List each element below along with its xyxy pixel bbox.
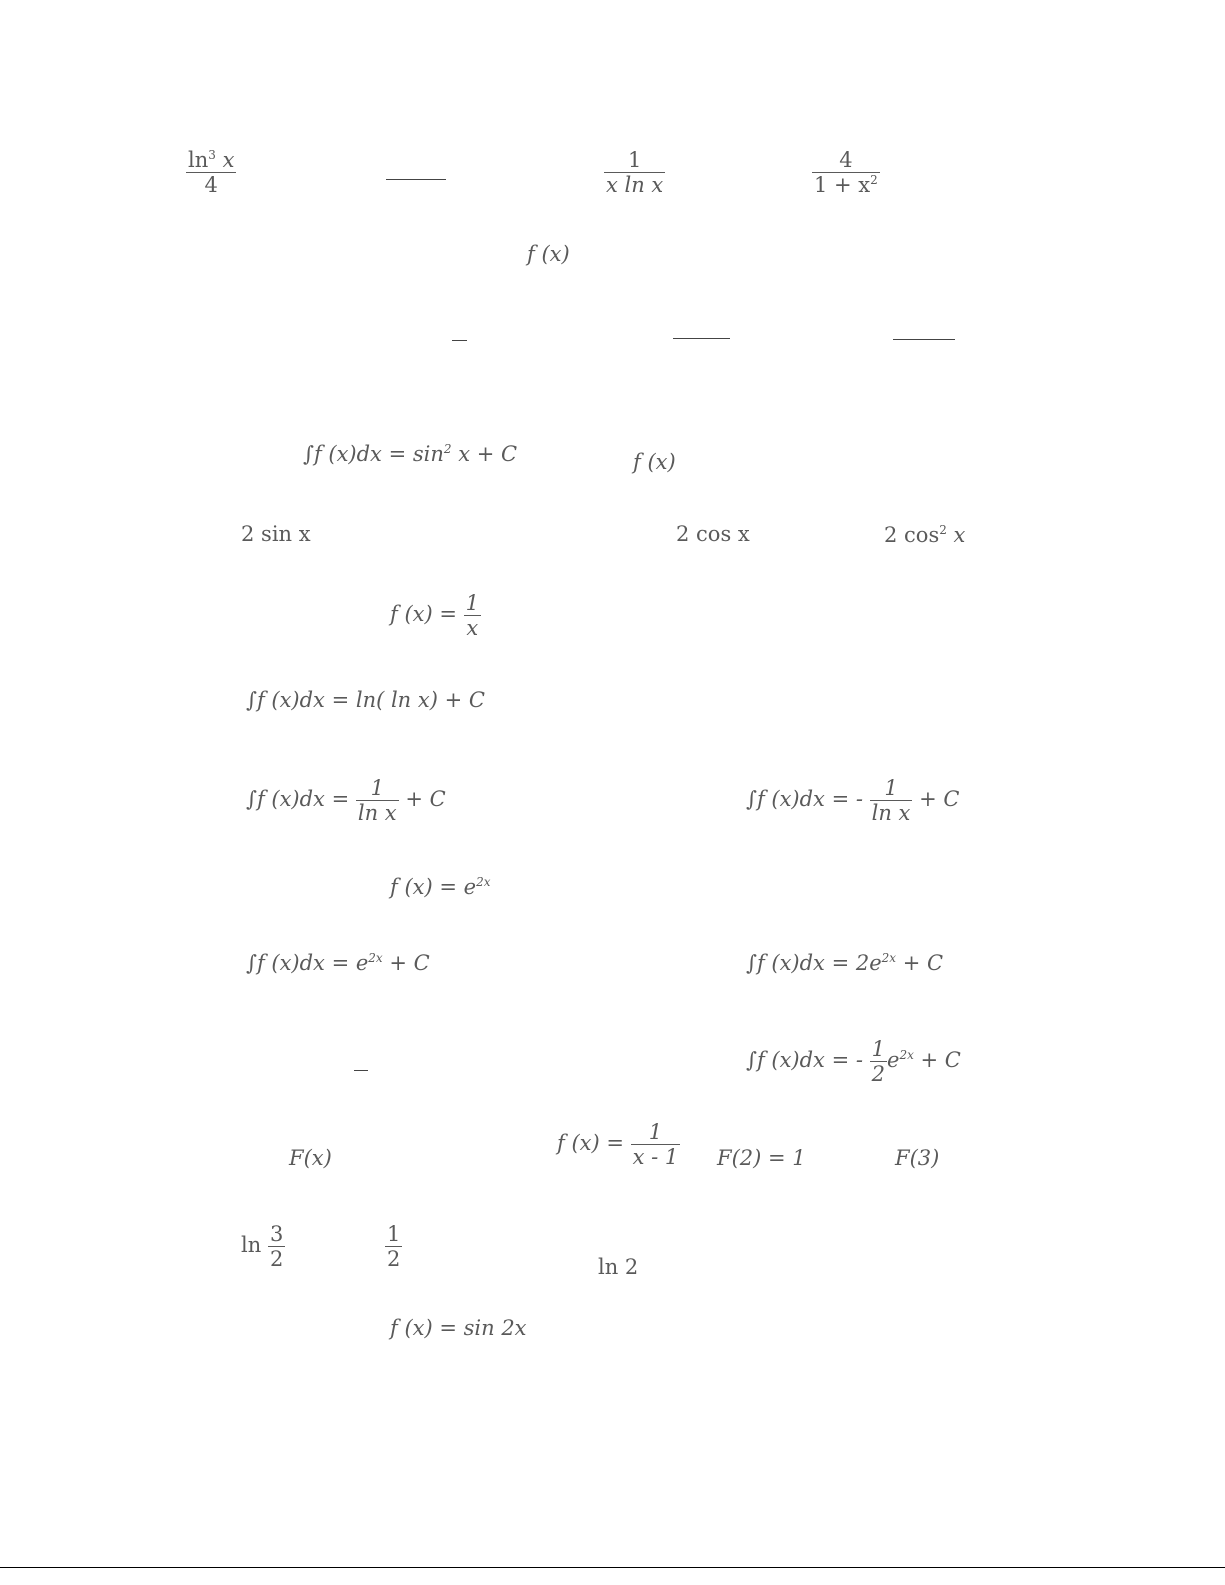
q6-option-a: ln $\frac{3}{2}$ <box>241 1222 284 1272</box>
q2-option-blank-2 <box>673 338 730 339</box>
q6-fx: f (x) = $\frac{1}{x - 1}$ <box>557 1120 679 1170</box>
q3-stem: ∫f $(x)dx = \sin^2 x + C$ <box>303 442 518 466</box>
q4-option-c: ∫f (x)dx = $\frac{1}{\text{ln x}}$ + C <box>246 776 446 826</box>
q6-option-c: ln 2 <box>598 1255 639 1279</box>
q5-option-a: ∫f $(x)dx = e^{2x} + C$ <box>246 951 430 975</box>
q3-option-c: 2 cos x <box>676 522 750 546</box>
q3-fx: f (x) <box>633 450 676 474</box>
q6-target: F(3) <box>895 1146 940 1170</box>
q5-option-c-blank <box>354 1070 368 1071</box>
q4-option-a: ∫f (x)dx = ln( ln x) + C <box>246 688 485 712</box>
q2-fx: f (x) <box>527 242 570 266</box>
q7-stem: f (x) = sin 2x <box>390 1316 527 1340</box>
q1-option-a: $\frac{\ln^3 x}{4}$ <box>188 148 235 198</box>
q3-option-a: 2 sin x <box>241 522 311 546</box>
q1-option-c: $\frac{1}{\text{x ln x}}$ <box>606 148 664 198</box>
page-bottom-rule <box>0 1567 1225 1568</box>
q1-option-d: $\frac{4}{1 + x^2}$ <box>814 148 878 198</box>
q1-option-b-blank <box>386 179 446 180</box>
q5-option-d: ∫f (x)dx = - $\frac{1}{2}$ $e^{2x} + C$ <box>746 1037 961 1087</box>
q2-option-blank-3 <box>893 339 955 340</box>
q6-Fx: F(x) <box>289 1146 332 1170</box>
q6-option-b: $\frac{1}{2}$ <box>387 1222 401 1272</box>
q6-condition: F(2) = 1 <box>717 1146 806 1170</box>
q4-option-d: ∫f (x)dx = - $\frac{1}{\text{ln x}}$ + C <box>746 776 960 826</box>
q5-option-b: ∫f $(x)dx = 2e^{2x} + C$ <box>746 951 944 975</box>
q4-stem: f (x) = $\frac{1}{x}$ <box>390 591 480 641</box>
q3-option-d: 2 $\cos^2 x$ <box>884 523 966 547</box>
q5-stem: f $(x) = e^{2x}$ <box>390 875 491 899</box>
q2-option-blank-1 <box>452 340 467 341</box>
